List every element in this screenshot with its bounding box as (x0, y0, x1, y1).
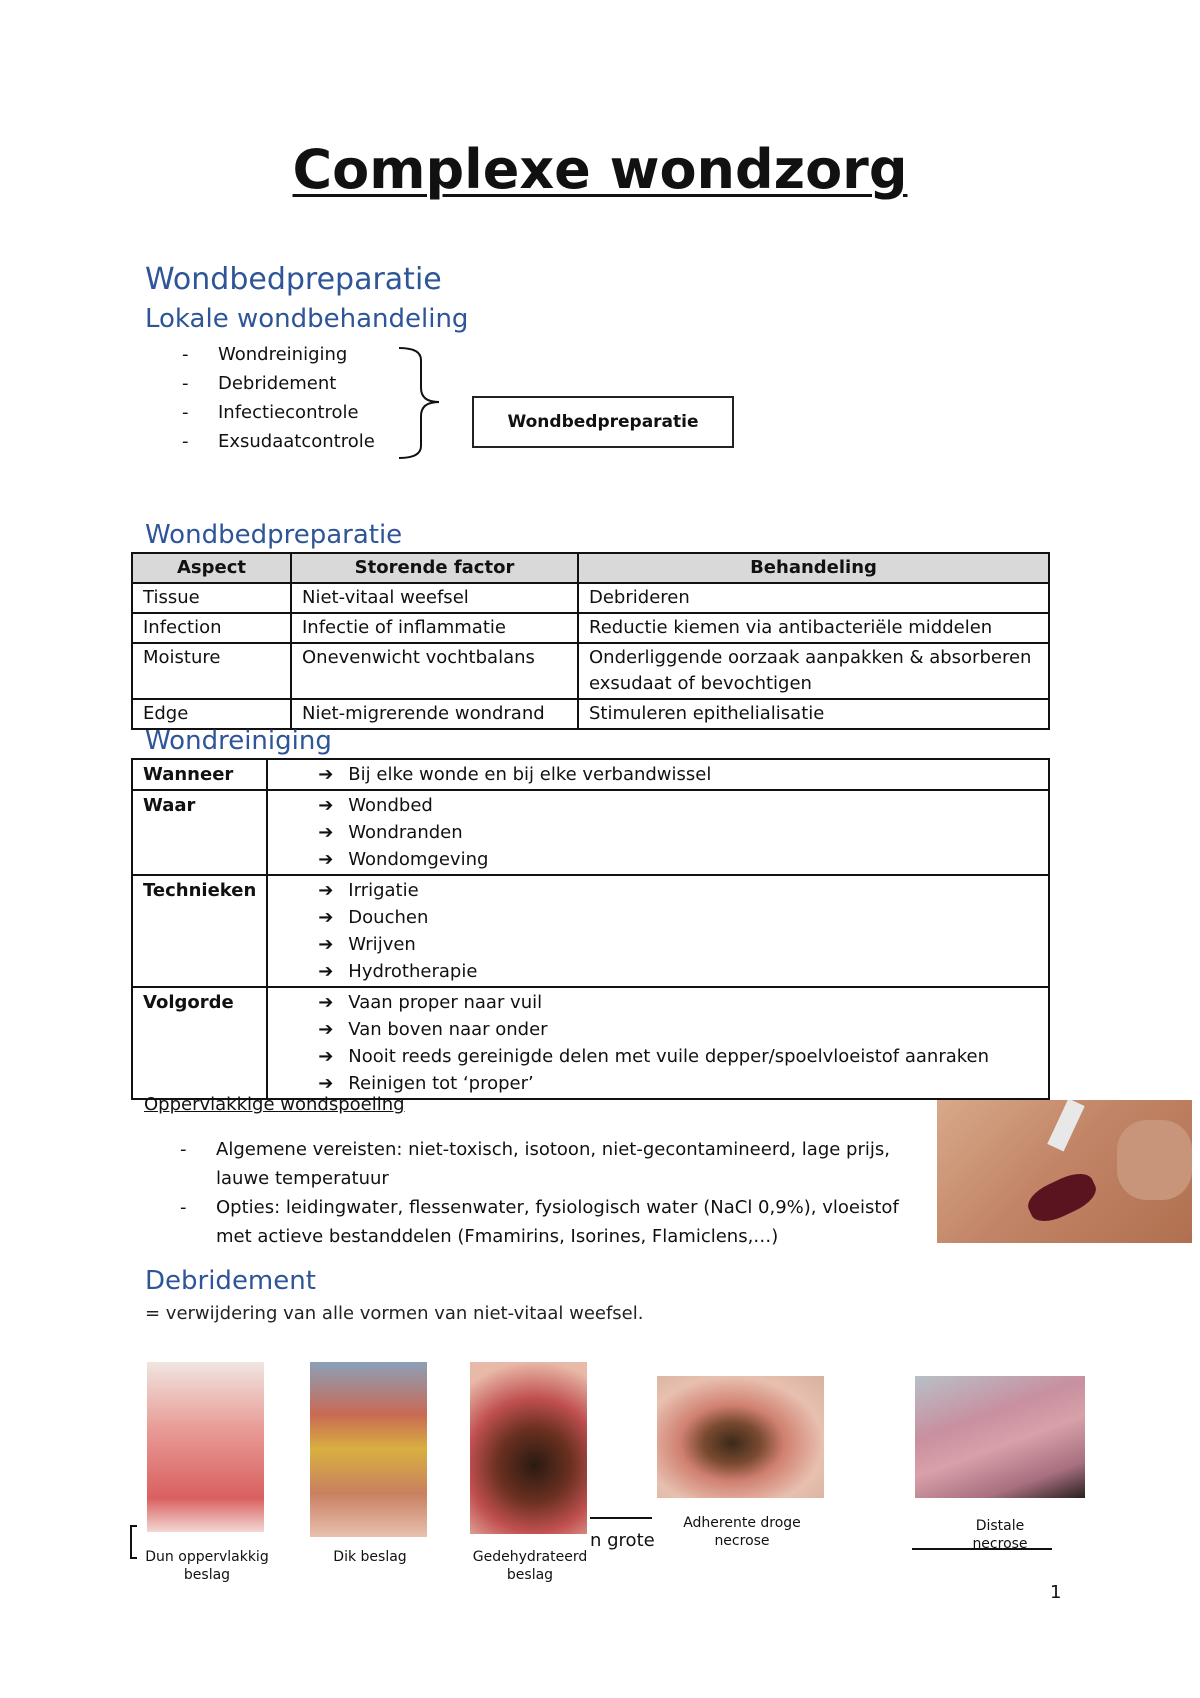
table-cell: Niet-migrerende wondrand (291, 699, 578, 729)
arrow-icon: ➔ (318, 880, 334, 901)
list-item: - Opties: leidingwater, flessenwater, fysiologisch water (NaCl 0,9%), vloeistof met actieve bestanddelen (Fmamirins, Isorines, Flamiclens,…) (180, 1193, 900, 1251)
table-cell: Onderliggende oorzaak aanpakken & absorberen exsudaat of bevochtigen (578, 643, 1049, 699)
table-cell: Tissue (132, 583, 291, 613)
column-header: Storende factor (291, 553, 578, 583)
wondbedpreparatie-box: Wondbedpreparatie (472, 396, 734, 448)
spoeling-heading: Oppervlakkige wondspoeling (144, 1094, 405, 1115)
photo-gedehydrateerd-beslag (470, 1362, 587, 1534)
table-cell: Infection (132, 613, 291, 643)
table-header-row (132, 553, 1049, 583)
table-cell: Debrideren (578, 583, 1049, 613)
table2-heading: Wondreiniging (145, 726, 332, 756)
section-heading-wondbedpreparatie: Wondbedpreparatie (145, 262, 442, 297)
page-number: 1 (1050, 1582, 1062, 1603)
wondbedpreparatie-table (131, 552, 1050, 730)
page-title: Complexe wondzorg (292, 138, 908, 201)
column-header: Behandeling (578, 553, 1049, 583)
list-item: - Algemene vereisten: niet-toxisch, isotoon, niet-gecontamineerd, lage prijs, lauwe temperatuur (180, 1135, 900, 1193)
table-row (132, 699, 1049, 729)
row-key: Technieken (132, 875, 267, 987)
table1-heading: Wondbedpreparatie (145, 520, 403, 550)
spoeling-list (180, 1135, 900, 1251)
table-cell: Moisture (132, 643, 291, 699)
photo-distale-necrose (915, 1376, 1085, 1498)
caption-dik-beslag: Dik beslag (333, 1549, 407, 1565)
row-values: ➔ Vaan proper naar vuil ➔ Van boven naar onder ➔ Nooit reeds gereinigde delen met vuile depper/spoelvloeistof aanraken ➔ Reinigen tot ‘proper’ (267, 987, 1049, 1099)
row-values: ➔ Wondbed ➔ Wondranden ➔ Wondomgeving (267, 790, 1049, 875)
list-item: - Infectiecontrole (182, 398, 375, 427)
photo-dun-beslag (147, 1362, 264, 1532)
arrow-icon: ➔ (318, 907, 334, 928)
arrow-icon: ➔ (318, 992, 334, 1013)
photo-dik-beslag (310, 1362, 427, 1537)
arrow-icon: ➔ (318, 961, 334, 982)
arrow-icon: ➔ (318, 1046, 334, 1067)
list-item: - Debridement (182, 369, 375, 398)
row-values: ➔ Irrigatie ➔ Douchen ➔ Wrijven ➔ Hydrotherapie (267, 875, 1049, 987)
table-cell: Stimuleren epithelialisatie (578, 699, 1049, 729)
table-cell: Infectie of inflammatie (291, 613, 578, 643)
table-cell: Edge (132, 699, 291, 729)
caption-adherente-necrose: Adherente droge necrose (683, 1515, 801, 1549)
brace-icon (395, 346, 475, 461)
table-cell: Reductie kiemen via antibacteriële middelen (578, 613, 1049, 643)
wondreiniging-table (131, 758, 1050, 1100)
column-header: Aspect (132, 553, 291, 583)
table-row (132, 790, 1049, 875)
table-row (132, 643, 1049, 699)
row-values: ➔ Bij elke wonde en bij elke verbandwissel (267, 759, 1049, 790)
caption-dun-beslag: Dun oppervlakkig beslag (145, 1549, 269, 1583)
arrow-icon: ➔ (318, 795, 334, 816)
lokale-behandeling-list (182, 340, 375, 456)
table-row (132, 759, 1049, 790)
subheading-lokale-wondbehandeling: Lokale wondbehandeling (145, 304, 469, 334)
table-row (132, 987, 1049, 1099)
list-item: - Exsudaatcontrole (182, 427, 375, 456)
table-cell: Onevenwicht vochtbalans (291, 643, 578, 699)
table-cell: Niet-vitaal weefsel (291, 583, 578, 613)
arrow-icon: ➔ (318, 849, 334, 870)
table-row (132, 875, 1049, 987)
row-key: Volgorde (132, 987, 267, 1099)
arrow-icon: ➔ (318, 934, 334, 955)
table-row (132, 613, 1049, 643)
debridement-definition: = verwijdering van alle vormen van niet-vitaal weefsel. (145, 1303, 644, 1324)
arrow-icon: ➔ (318, 1073, 334, 1094)
caption-gedehydrateerd-beslag: Gedehydrateerd beslag (472, 1549, 588, 1583)
caption-distale-necrose: Distale necrose (972, 1518, 1028, 1552)
divider (590, 1517, 652, 1519)
photo-adherente-necrose (657, 1376, 824, 1498)
partial-text: n grote (590, 1530, 655, 1551)
table-row (132, 583, 1049, 613)
arrow-icon: ➔ (318, 1019, 334, 1040)
wound-irrigation-photo (937, 1100, 1192, 1243)
row-key: Waar (132, 790, 267, 875)
list-item: - Wondreiniging (182, 340, 375, 369)
arrow-icon: ➔ (318, 822, 334, 843)
row-key: Wanneer (132, 759, 267, 790)
bracket-decoration (130, 1525, 137, 1559)
arrow-icon: ➔ (318, 764, 334, 785)
debridement-heading: Debridement (145, 1266, 316, 1296)
